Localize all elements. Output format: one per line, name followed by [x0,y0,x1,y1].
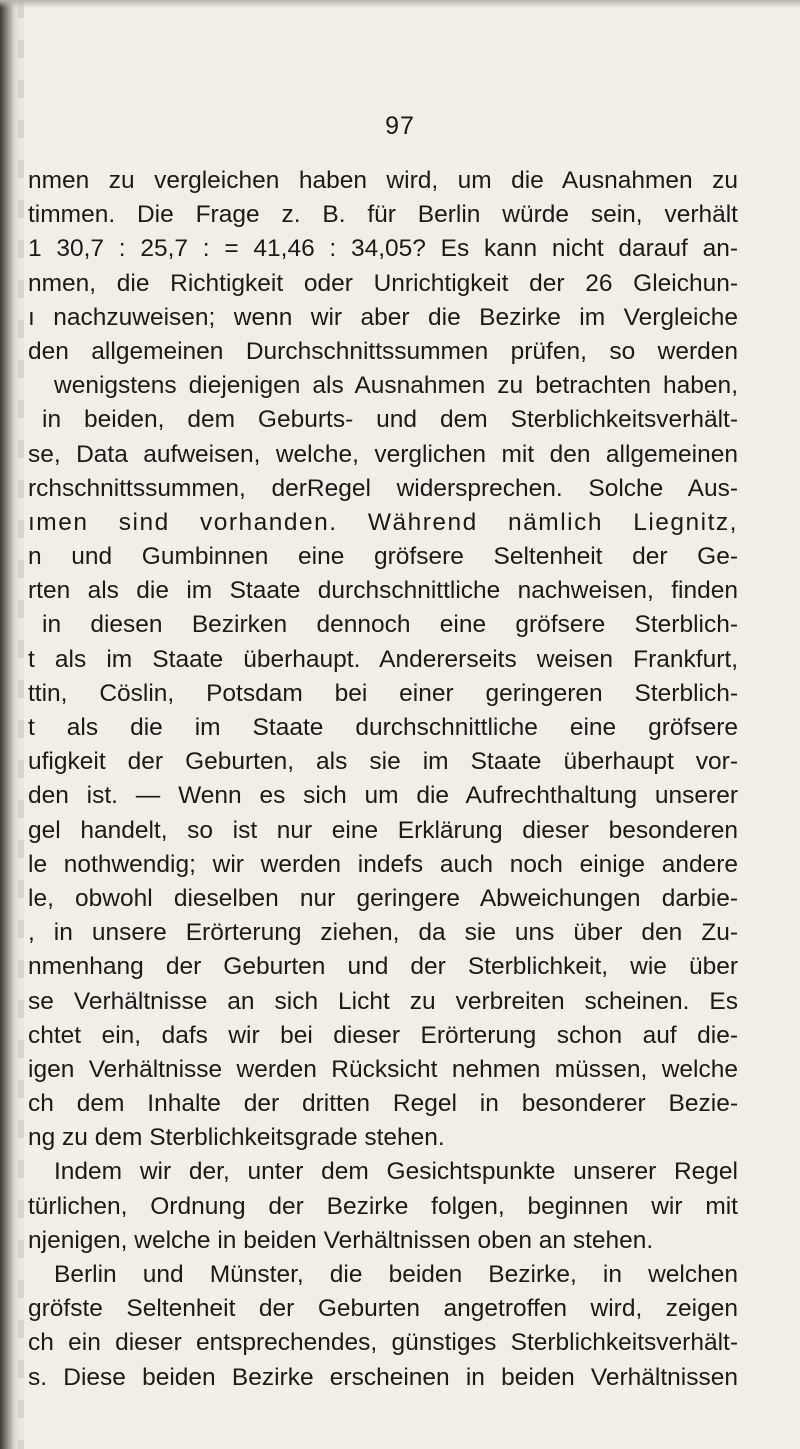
text-line: t als die im Staate durchschnittliche eine gröfsere [28,714,738,741]
text-line: nmen, die Richtigkeit oder Unrichtigkeit der 26 Gleichun- [28,269,738,297]
text-line: ımen sind vorhanden. Während nämlich Liegnitz, [28,508,738,536]
text-line: Indem wir der, unter dem Gesichtspunkte unserer Regel [54,1158,738,1186]
text-line: ch ein dieser entsprechendes, günstiges Sterblichkeitsverhält- [28,1329,738,1357]
text-line: in beiden, dem Geburts- und dem Sterblichkeitsverhält- [42,406,738,434]
text-line: se, Data aufweisen, welche, verglichen mit den allgemeinen [28,440,738,468]
text-line: ttin, Cöslin, Potsdam bei einer geringeren Sterblich- [28,679,738,707]
text-line: rchschnittssummen, derRegel widersprechen. Solche Aus- [28,474,738,502]
text-line: ch dem Inhalte der dritten Regel in besonderer Bezie- [28,1090,738,1118]
top-edge-shadow [0,0,800,8]
page-edge-strip [18,0,24,1449]
text-line: gel handelt, so ist nur eine Erklärung dieser besonderen [28,816,738,844]
page-number: 97 [385,112,415,140]
text-line: in diesen Bezirken dennoch eine gröfsere Sterblich- [42,611,738,639]
body-text [28,164,738,1395]
text-line: ufigkeit der Geburten, als sie im Staate überhaupt vor- [28,748,738,776]
text-line: nmen zu vergleichen haben wird, um die Ausnahmen zu [28,167,738,194]
text-line: wenigstens diejenigen als Ausnahmen zu betrachten haben, [54,372,738,400]
text-line: den allgemeinen Durchschnittssummen prüfen, so werden [28,337,738,365]
text-line: s. Diese beiden Bezirke erscheinen in beiden Verhältnissen [28,1363,738,1391]
text-line: njenigen, welche in beiden Verhältnissen oben an stehen. [28,1226,654,1254]
text-line: rten als die im Staate durchschnittliche nachweisen, finden [28,577,738,605]
text-line: den ist. — Wenn es sich um die Aufrechthaltung unserer [28,782,738,810]
text-line: igen Verhältnisse werden Rücksicht nehmen müssen, welche [28,1055,738,1083]
text-line: timmen. Die Frage z. B. für Berlin würde sein, verhält [28,201,738,229]
text-line: Berlin und Münster, die beiden Bezirke, in welchen [54,1261,738,1288]
page-gutter-shadow [0,0,20,1449]
text-line: , in unsere Erörterung ziehen, da sie uns über den Zu- [28,919,738,947]
text-line: 1 30,7 : 25,7 : = 41,46 : 34,05? Es kann nicht darauf an- [28,235,738,263]
text-line: ng zu dem Sterblichkeitsgrade stehen. [28,1124,445,1152]
text-line: nmenhang der Geburten und der Sterblichkeit, wie über [28,953,738,981]
text-line: gröfste Seltenheit der Geburten angetroffen wird, zeigen [28,1295,738,1323]
text-line: le nothwendig; wir werden indefs auch noch einige andere [28,850,738,878]
text-line: ı nachzuweisen; wenn wir aber die Bezirke im Vergleiche [28,303,738,331]
text-line: t als im Staate überhaupt. Andererseits weisen Frankfurt, [28,645,738,673]
text-line: se Verhältnisse an sich Licht zu verbreiten scheinen. Es [28,987,738,1015]
text-line: chtet ein, dafs wir bei dieser Erörterung schon auf die- [28,1021,738,1049]
text-line: n und Gumbinnen eine gröfsere Seltenheit der Ge- [28,543,738,571]
text-line: le, obwohl dieselben nur geringere Abweichungen darbie- [28,884,738,912]
text-line: türlichen, Ordnung der Bezirke folgen, beginnen wir mit [28,1192,738,1220]
